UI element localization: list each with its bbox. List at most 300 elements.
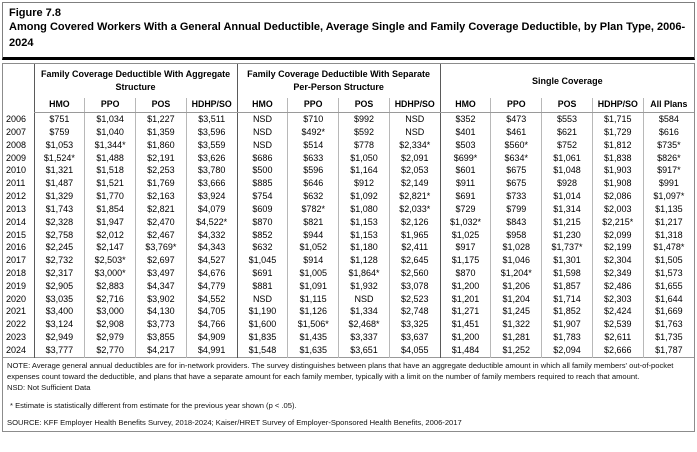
- value-cell: NSD: [237, 293, 288, 306]
- value-cell: $3,078: [389, 280, 440, 293]
- value-cell: $2,012: [85, 229, 136, 242]
- value-cell: $1,271: [440, 306, 491, 319]
- column-header: HDHP/SO: [592, 98, 643, 113]
- value-cell: $2,503*: [85, 254, 136, 267]
- year-cell: 2014: [6, 216, 27, 227]
- value-cell: $1,359: [136, 126, 187, 139]
- value-cell: $944: [288, 229, 339, 242]
- value-cell: $616: [643, 126, 694, 139]
- table-row: [3, 254, 694, 267]
- value-cell: $675: [491, 177, 542, 190]
- value-cell: $1,053: [34, 139, 85, 152]
- value-cell: $4,217: [136, 344, 187, 357]
- year-cell: 2018: [6, 268, 27, 278]
- column-header: HDHP/SO: [389, 98, 440, 113]
- value-cell: $729: [440, 203, 491, 216]
- value-cell: $4,552: [186, 293, 237, 306]
- table-row: [3, 177, 694, 190]
- value-cell: $1,230: [542, 229, 593, 242]
- value-cell: $1,200: [440, 331, 491, 344]
- column-header: HMO: [237, 98, 288, 113]
- value-cell: $2,468*: [339, 319, 390, 332]
- value-cell: $3,596: [186, 126, 237, 139]
- value-cell: $4,079: [186, 203, 237, 216]
- value-cell: $3,337: [339, 331, 390, 344]
- year-cell: 2024: [6, 344, 27, 355]
- value-cell: $928: [542, 177, 593, 190]
- value-cell: $4,909: [186, 331, 237, 344]
- value-cell: $1,947: [85, 216, 136, 229]
- value-cell: $646: [288, 177, 339, 190]
- value-cell: $917*: [643, 165, 694, 178]
- year-cell: 2020: [6, 293, 27, 304]
- year-cell: 2016: [6, 242, 27, 253]
- value-cell: $1,573: [643, 267, 694, 280]
- value-cell: $1,206: [491, 280, 542, 293]
- value-cell: $1,907: [542, 319, 593, 332]
- value-cell: $2,191: [136, 152, 187, 165]
- table-row: [3, 242, 694, 255]
- value-cell: $2,467: [136, 229, 187, 242]
- value-cell: $3,769*: [136, 242, 187, 255]
- value-cell: $1,864*: [339, 267, 390, 280]
- value-cell: $633: [288, 152, 339, 165]
- footnotes: [3, 358, 694, 427]
- value-cell: $3,035: [34, 293, 85, 306]
- value-cell: $3,000: [85, 306, 136, 319]
- value-cell: $2,697: [136, 254, 187, 267]
- year-cell: 2007: [6, 126, 27, 137]
- value-cell: $1,600: [237, 319, 288, 332]
- column-header: PPO: [85, 98, 136, 113]
- value-cell: $821: [288, 216, 339, 229]
- value-cell: $1,903: [592, 165, 643, 178]
- value-cell: $1,743: [34, 203, 85, 216]
- value-cell: $2,099: [592, 229, 643, 242]
- value-cell: $3,651: [339, 344, 390, 357]
- significance-note: * Estimate is statistically different from estimate for the previous year shown (p < .05).: [10, 400, 297, 410]
- value-cell: $4,991: [186, 344, 237, 357]
- value-cell: $751: [34, 113, 85, 126]
- value-cell: $1,644: [643, 293, 694, 306]
- value-cell: $917: [440, 242, 491, 255]
- value-cell: $1,965: [389, 229, 440, 242]
- value-cell: $1,737*: [542, 242, 593, 255]
- value-cell: $870: [440, 267, 491, 280]
- value-cell: $500: [237, 165, 288, 178]
- value-cell: $958: [491, 229, 542, 242]
- value-cell: $1,052: [288, 242, 339, 255]
- value-cell: $1,227: [136, 113, 187, 126]
- value-cell: $1,153: [339, 229, 390, 242]
- value-cell: $2,245: [34, 242, 85, 255]
- value-cell: $2,003: [592, 203, 643, 216]
- value-cell: $1,301: [542, 254, 593, 267]
- value-cell: $4,705: [186, 306, 237, 319]
- value-cell: $1,763: [643, 319, 694, 332]
- year-cell: 2017: [6, 255, 27, 266]
- value-cell: $401: [440, 126, 491, 139]
- value-cell: $1,329: [34, 190, 85, 203]
- value-cell: $3,124: [34, 319, 85, 332]
- value-cell: $3,400: [34, 306, 85, 319]
- value-cell: $2,126: [389, 216, 440, 229]
- value-cell: $3,902: [136, 293, 187, 306]
- value-cell: $1,451: [440, 319, 491, 332]
- value-cell: $852: [237, 229, 288, 242]
- value-cell: NSD: [237, 139, 288, 152]
- value-cell: $992: [339, 113, 390, 126]
- value-cell: $1,860: [136, 139, 187, 152]
- value-cell: $1,097*: [643, 190, 694, 203]
- table-row: [3, 139, 694, 152]
- value-cell: $1,518: [85, 165, 136, 178]
- value-cell: $1,050: [339, 152, 390, 165]
- figure-label: Figure 7.8: [9, 7, 61, 19]
- table-row: [3, 152, 694, 165]
- value-cell: $1,435: [288, 331, 339, 344]
- value-cell: $492*: [288, 126, 339, 139]
- value-cell: $1,548: [237, 344, 288, 357]
- value-cell: $914: [288, 254, 339, 267]
- value-cell: $2,253: [136, 165, 187, 178]
- table-row: [3, 344, 694, 357]
- value-cell: $1,714: [542, 293, 593, 306]
- value-cell: $2,908: [85, 319, 136, 332]
- table-row: [3, 293, 694, 306]
- value-cell: $1,783: [542, 331, 593, 344]
- column-group-header: Family Coverage Deductible With Aggregate Structure: [34, 64, 237, 98]
- value-cell: $503: [440, 139, 491, 152]
- column-header: HMO: [34, 98, 85, 113]
- year-cell: 2012: [6, 191, 27, 202]
- value-cell: $1,344*: [85, 139, 136, 152]
- value-cell: $754: [237, 190, 288, 203]
- year-cell: 2015: [6, 229, 27, 240]
- value-cell: $1,487: [34, 177, 85, 190]
- value-cell: $843: [491, 216, 542, 229]
- value-cell: $4,130: [136, 306, 187, 319]
- value-cell: $1,040: [85, 126, 136, 139]
- value-cell: $1,252: [491, 344, 542, 357]
- value-cell: $691: [440, 190, 491, 203]
- year-cell: 2013: [6, 203, 27, 214]
- value-cell: $3,666: [186, 177, 237, 190]
- value-cell: $4,055: [389, 344, 440, 357]
- value-cell: $2,905: [34, 280, 85, 293]
- value-cell: $1,835: [237, 331, 288, 344]
- value-cell: $2,770: [85, 344, 136, 357]
- value-cell: $1,838: [592, 152, 643, 165]
- value-cell: $2,821: [136, 203, 187, 216]
- value-cell: $870: [237, 216, 288, 229]
- value-cell: $1,045: [237, 254, 288, 267]
- value-cell: $2,666: [592, 344, 643, 357]
- value-cell: $1,092: [339, 190, 390, 203]
- value-cell: $1,932: [339, 280, 390, 293]
- table-row: [3, 306, 694, 319]
- value-cell: $2,317: [34, 267, 85, 280]
- value-cell: $4,779: [186, 280, 237, 293]
- value-cell: $699*: [440, 152, 491, 165]
- value-cell: $352: [440, 113, 491, 126]
- value-cell: $2,979: [85, 331, 136, 344]
- value-cell: $592: [339, 126, 390, 139]
- value-cell: $782*: [288, 203, 339, 216]
- value-cell: $2,304: [592, 254, 643, 267]
- year-cell: 2009: [6, 152, 27, 163]
- value-cell: $1,505: [643, 254, 694, 267]
- value-cell: $912: [339, 177, 390, 190]
- value-cell: $2,424: [592, 306, 643, 319]
- value-cell: $1,281: [491, 331, 542, 344]
- value-cell: $759: [34, 126, 85, 139]
- year-cell: 2006: [6, 113, 27, 124]
- value-cell: $584: [643, 113, 694, 126]
- value-cell: $560*: [491, 139, 542, 152]
- value-cell: $733: [491, 190, 542, 203]
- value-cell: $1,812: [592, 139, 643, 152]
- column-header: POS: [542, 98, 593, 113]
- value-cell: $2,053: [389, 165, 440, 178]
- table-row: [3, 190, 694, 203]
- value-cell: $473: [491, 113, 542, 126]
- value-cell: $1,769: [136, 177, 187, 190]
- value-cell: $710: [288, 113, 339, 126]
- value-cell: $553: [542, 113, 593, 126]
- value-cell: $1,908: [592, 177, 643, 190]
- value-cell: $4,676: [186, 267, 237, 280]
- value-cell: $2,328: [34, 216, 85, 229]
- value-cell: $1,854: [85, 203, 136, 216]
- value-cell: $1,164: [339, 165, 390, 178]
- column-header: All Plans: [643, 98, 694, 113]
- value-cell: $2,523: [389, 293, 440, 306]
- value-cell: $2,645: [389, 254, 440, 267]
- figure-content: [2, 63, 695, 432]
- note-text: NOTE: Average general annual deductibles are for in-network providers. The survey distinguishes between plans that have an aggregate deductible amount in which all family members' out-of-pocket expenses count toward the deductible, and plans that have a separate amount for each family member, typically with a limit on the number of family members required to reach that amount.: [7, 361, 674, 381]
- value-cell: $1,204: [491, 293, 542, 306]
- value-cell: $2,411: [389, 242, 440, 255]
- nsd-definition: NSD: Not Sufficient Data: [7, 383, 91, 393]
- table-row: [3, 229, 694, 242]
- value-cell: $634*: [491, 152, 542, 165]
- value-cell: $2,149: [389, 177, 440, 190]
- value-cell: $1,128: [339, 254, 390, 267]
- year-cell: 2008: [6, 139, 27, 150]
- value-cell: $1,014: [542, 190, 593, 203]
- value-cell: $3,637: [389, 331, 440, 344]
- value-cell: $2,349: [592, 267, 643, 280]
- value-cell: $2,758: [34, 229, 85, 242]
- value-cell: $1,217: [643, 216, 694, 229]
- value-cell: $1,488: [85, 152, 136, 165]
- page-title: Among Covered Workers With a General Annual Deductible, Average Single and Family Coverage Deductible, by Plan Type, 2006-2024: [9, 21, 686, 50]
- value-cell: $2,086: [592, 190, 643, 203]
- value-cell: $2,199: [592, 242, 643, 255]
- value-cell: $686: [237, 152, 288, 165]
- table-row: [3, 331, 694, 344]
- value-cell: $911: [440, 177, 491, 190]
- value-cell: $3,559: [186, 139, 237, 152]
- column-header: HDHP/SO: [186, 98, 237, 113]
- value-cell: $2,215*: [592, 216, 643, 229]
- value-cell: $1,729: [592, 126, 643, 139]
- value-cell: $2,334*: [389, 139, 440, 152]
- value-cell: $461: [491, 126, 542, 139]
- value-cell: $1,655: [643, 280, 694, 293]
- value-cell: $4,347: [136, 280, 187, 293]
- value-cell: $1,032*: [440, 216, 491, 229]
- column-header: POS: [339, 98, 390, 113]
- value-cell: $1,735: [643, 331, 694, 344]
- value-cell: $2,486: [592, 280, 643, 293]
- value-cell: $1,484: [440, 344, 491, 357]
- value-cell: $3,777: [34, 344, 85, 357]
- value-cell: $1,318: [643, 229, 694, 242]
- value-cell: $4,343: [186, 242, 237, 255]
- value-cell: $1,321: [34, 165, 85, 178]
- value-cell: $3,000*: [85, 267, 136, 280]
- value-cell: $632: [237, 242, 288, 255]
- year-column-corner: [3, 64, 34, 113]
- value-cell: $1,091: [288, 280, 339, 293]
- value-cell: $1,061: [542, 152, 593, 165]
- value-cell: $3,924: [186, 190, 237, 203]
- value-cell: $3,773: [136, 319, 187, 332]
- value-cell: $4,766: [186, 319, 237, 332]
- value-cell: $1,521: [85, 177, 136, 190]
- figure-page: [2, 2, 695, 448]
- value-cell: $2,611: [592, 331, 643, 344]
- source-note: SOURCE: KFF Employer Health Benefits Survey, 2018-2024; Kaiser/HRET Survey of Employer-Sponsored Health Benefits, 2006-2017: [7, 417, 462, 427]
- value-cell: $609: [237, 203, 288, 216]
- value-cell: $1,669: [643, 306, 694, 319]
- value-cell: $601: [440, 165, 491, 178]
- column-header: POS: [136, 98, 187, 113]
- table-row: [3, 216, 694, 229]
- value-cell: $1,126: [288, 306, 339, 319]
- figure-header: [2, 2, 695, 60]
- value-cell: $2,470: [136, 216, 187, 229]
- table-row: [3, 165, 694, 178]
- value-cell: $514: [288, 139, 339, 152]
- value-cell: $752: [542, 139, 593, 152]
- value-cell: $1,028: [491, 242, 542, 255]
- value-cell: $1,787: [643, 344, 694, 357]
- column-header: PPO: [288, 98, 339, 113]
- value-cell: NSD: [389, 126, 440, 139]
- value-cell: $1,506*: [288, 319, 339, 332]
- year-cell: 2021: [6, 306, 27, 317]
- value-cell: $1,048: [542, 165, 593, 178]
- value-cell: $2,091: [389, 152, 440, 165]
- value-cell: $1,770: [85, 190, 136, 203]
- value-cell: NSD: [237, 126, 288, 139]
- column-group-header: Single Coverage: [440, 64, 694, 98]
- value-cell: $1,314: [542, 203, 593, 216]
- value-cell: $1,201: [440, 293, 491, 306]
- value-cell: $675: [491, 165, 542, 178]
- table-row: [3, 203, 694, 216]
- column-group-header: Family Coverage Deductible With Separate Per-Person Structure: [237, 64, 440, 98]
- value-cell: $1,200: [440, 280, 491, 293]
- value-cell: $2,716: [85, 293, 136, 306]
- value-cell: $2,094: [542, 344, 593, 357]
- value-cell: $3,780: [186, 165, 237, 178]
- value-cell: $1,598: [542, 267, 593, 280]
- value-cell: $1,153: [339, 216, 390, 229]
- value-cell: $1,034: [85, 113, 136, 126]
- value-cell: $1,635: [288, 344, 339, 357]
- value-cell: $1,334: [339, 306, 390, 319]
- value-cell: $1,175: [440, 254, 491, 267]
- value-cell: NSD: [237, 113, 288, 126]
- value-cell: $1,245: [491, 306, 542, 319]
- value-cell: $1,190: [237, 306, 288, 319]
- column-header: PPO: [491, 98, 542, 113]
- table-row: [3, 319, 694, 332]
- value-cell: $1,478*: [643, 242, 694, 255]
- value-cell: $2,147: [85, 242, 136, 255]
- value-cell: $3,511: [186, 113, 237, 126]
- value-cell: $2,033*: [389, 203, 440, 216]
- value-cell: $2,949: [34, 331, 85, 344]
- deductible-table: [3, 64, 694, 358]
- value-cell: $4,527: [186, 254, 237, 267]
- value-cell: $3,855: [136, 331, 187, 344]
- value-cell: $826*: [643, 152, 694, 165]
- value-cell: $4,332: [186, 229, 237, 242]
- year-cell: 2023: [6, 332, 27, 343]
- value-cell: $1,025: [440, 229, 491, 242]
- value-cell: $3,497: [136, 267, 187, 280]
- value-cell: $2,303: [592, 293, 643, 306]
- value-cell: $1,046: [491, 254, 542, 267]
- value-cell: $735*: [643, 139, 694, 152]
- value-cell: $1,857: [542, 280, 593, 293]
- value-cell: $1,715: [592, 113, 643, 126]
- value-cell: $1,204*: [491, 267, 542, 280]
- value-cell: $2,560: [389, 267, 440, 280]
- value-cell: $3,626: [186, 152, 237, 165]
- value-cell: $621: [542, 126, 593, 139]
- value-cell: $799: [491, 203, 542, 216]
- value-cell: $3,325: [389, 319, 440, 332]
- value-cell: NSD: [339, 293, 390, 306]
- year-cell: 2011: [6, 178, 26, 189]
- value-cell: $632: [288, 190, 339, 203]
- year-cell: 2022: [6, 319, 27, 330]
- value-cell: $1,215: [542, 216, 593, 229]
- table-row: [3, 126, 694, 139]
- value-cell: $1,115: [288, 293, 339, 306]
- value-cell: $991: [643, 177, 694, 190]
- value-cell: $691: [237, 267, 288, 280]
- table-row: [3, 113, 694, 126]
- value-cell: $1,524*: [34, 152, 85, 165]
- value-cell: $1,852: [542, 306, 593, 319]
- year-cell: 2010: [6, 165, 27, 176]
- value-cell: NSD: [389, 113, 440, 126]
- value-cell: $1,135: [643, 203, 694, 216]
- value-cell: $1,180: [339, 242, 390, 255]
- column-header: HMO: [440, 98, 491, 113]
- value-cell: $2,821*: [389, 190, 440, 203]
- table-row: [3, 280, 694, 293]
- value-cell: $2,883: [85, 280, 136, 293]
- value-cell: $4,522*: [186, 216, 237, 229]
